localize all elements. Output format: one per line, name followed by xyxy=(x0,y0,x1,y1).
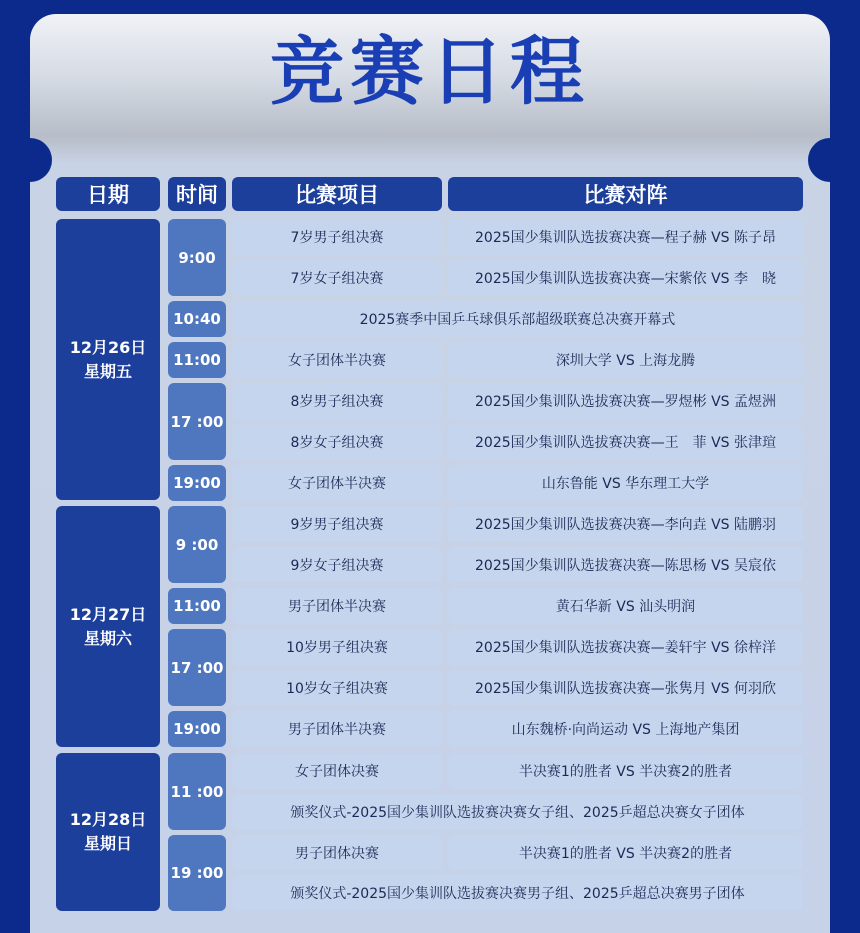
event-cell: 9岁男子组决赛 xyxy=(232,506,442,542)
date-label: 12月28日 xyxy=(69,810,147,829)
date-block xyxy=(56,753,160,911)
match-cell: 2025国少集训队选拔赛决赛—陈思杨 VS 吴宸依 xyxy=(448,547,803,583)
ceremony-cell: 颁奖仪式-2025国少集训队选拔赛决赛男子组、2025乒超总决赛男子团体 xyxy=(232,875,803,911)
event-cell: 男子团体半决赛 xyxy=(232,588,442,624)
match-cell: 2025国少集训队选拔赛决赛—张隽月 VS 何羽欣 xyxy=(448,670,803,706)
weekday-label: 星期日 xyxy=(83,834,132,853)
event-cell: 10岁男子组决赛 xyxy=(232,629,442,665)
match-cell: 2025国少集训队选拔赛决赛—姜轩宇 VS 徐梓洋 xyxy=(448,629,803,665)
time-slot: 17 :00 xyxy=(168,629,226,706)
match-cell: 深圳大学 VS 上海龙腾 xyxy=(448,342,803,378)
weekday-label: 星期五 xyxy=(83,361,132,381)
header-date: 日期 xyxy=(56,177,160,211)
time-slot: 10:40 xyxy=(168,301,226,337)
date-block xyxy=(56,219,160,500)
weekday-label: 星期六 xyxy=(83,628,132,648)
event-cell: 8岁男子组决赛 xyxy=(232,383,442,419)
date-label: 12月26日 xyxy=(69,337,147,357)
match-cell: 山东鲁能 VS 华东理工大学 xyxy=(448,465,803,501)
event-cell: 女子团体半决赛 xyxy=(232,342,442,378)
match-cell: 2025国少集训队选拔赛决赛—王 菲 VS 张津瑄 xyxy=(448,424,803,460)
time-slot: 9:00 xyxy=(168,219,226,296)
time-slot: 11:00 xyxy=(168,342,226,378)
right-notch xyxy=(808,138,852,182)
time-slot: 19:00 xyxy=(168,465,226,501)
page-title: 竞赛日程 xyxy=(270,29,590,115)
time-slot: 9 :00 xyxy=(168,506,226,583)
event-cell: 男子团体决赛 xyxy=(232,835,442,871)
match-cell: 山东魏桥·向尚运动 VS 上海地产集团 xyxy=(448,711,803,747)
left-notch xyxy=(8,138,52,182)
time-slot: 19:00 xyxy=(168,711,226,747)
event-cell: 9岁女子组决赛 xyxy=(232,547,442,583)
event-cell: 女子团体半决赛 xyxy=(232,465,442,501)
header-event: 比赛项目 xyxy=(232,177,442,211)
event-cell: 男子团体半决赛 xyxy=(232,711,442,747)
event-cell: 7岁女子组决赛 xyxy=(232,260,442,296)
match-cell: 半决赛1的胜者 VS 半决赛2的胜者 xyxy=(448,835,803,871)
date-label: 12月27日 xyxy=(69,604,147,624)
match-cell: 2025国少集训队选拔赛决赛—程子赫 VS 陈子昂 xyxy=(448,219,803,255)
event-cell: 女子团体决赛 xyxy=(232,753,442,789)
ceremony-cell: 颁奖仪式-2025国少集训队选拔赛决赛女子组、2025乒超总决赛女子团体 xyxy=(232,794,803,830)
match-cell: 黄石华新 VS 汕头明润 xyxy=(448,588,803,624)
time-slot: 11:00 xyxy=(168,588,226,624)
match-cell: 半决赛1的胜者 VS 半决赛2的胜者 xyxy=(448,753,803,789)
match-cell: 2025国少集训队选拔赛决赛—宋紫依 VS 李 晓 xyxy=(448,260,803,296)
time-slot: 17 :00 xyxy=(168,383,226,460)
event-cell: 7岁男子组决赛 xyxy=(232,219,442,255)
header-match: 比赛对阵 xyxy=(448,177,803,211)
match-cell: 2025国少集训队选拔赛决赛—李向垚 VS 陆鹏羽 xyxy=(448,506,803,542)
time-slot: 19 :00 xyxy=(168,835,226,911)
match-cell: 2025国少集训队选拔赛决赛—罗煜彬 VS 孟煜洲 xyxy=(448,383,803,419)
ceremony-cell: 2025赛季中国乒乓球俱乐部超级联赛总决赛开幕式 xyxy=(232,301,803,337)
time-slot: 11 :00 xyxy=(168,753,226,830)
event-cell: 10岁女子组决赛 xyxy=(232,670,442,706)
event-cell: 8岁女子组决赛 xyxy=(232,424,442,460)
header-time: 时间 xyxy=(168,177,226,211)
date-block xyxy=(56,506,160,747)
